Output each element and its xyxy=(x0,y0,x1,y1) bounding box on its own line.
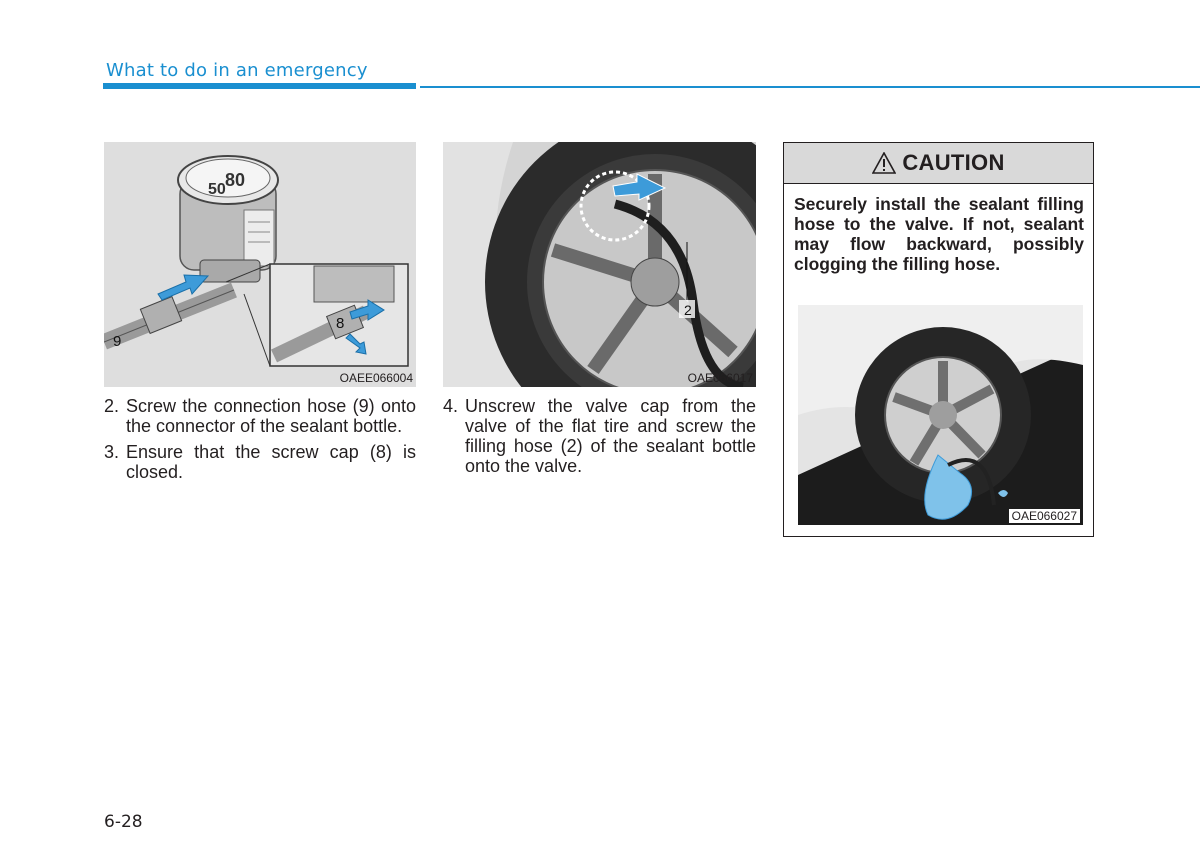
header-title: What to do in an emergency xyxy=(106,60,368,81)
figure-code: OAEE066004 xyxy=(339,371,413,385)
step-4 xyxy=(443,396,756,476)
warning-triangle-icon xyxy=(872,152,896,174)
step-number: 3. xyxy=(104,442,120,462)
page-number: 6-28 xyxy=(104,812,143,832)
step-number: 2. xyxy=(104,396,120,416)
figure-tire-valve xyxy=(443,142,756,387)
step-number: 4. xyxy=(443,396,459,416)
step-text: Screw the connection hose (9) onto the connector of the sealant bottle. xyxy=(126,396,416,436)
caution-box xyxy=(783,142,1094,537)
caution-title: CAUTION xyxy=(902,150,1005,175)
step-2 xyxy=(104,396,416,436)
dial-value-80: 80 xyxy=(225,170,246,190)
caution-header xyxy=(784,143,1093,184)
steps-column-2 xyxy=(443,396,756,482)
step-text: Unscrew the valve cap from the valve of the flat tire and screw the filling hose (2) of the sealant bottle onto the valve. xyxy=(465,396,756,476)
dial-value-50: 50 xyxy=(208,181,226,198)
callout-9: 9 xyxy=(113,333,122,350)
figure-code: OAE066017 xyxy=(687,371,753,385)
caution-text: Securely install the sealant filling hose to the valve. If not, sealant may flow backward, possibly clogging the filling hose. xyxy=(794,194,1084,274)
figure-code: OAE066027 xyxy=(1009,509,1080,523)
step-text: Ensure that the screw cap (8) is closed. xyxy=(126,442,416,482)
callout-2: 2 xyxy=(684,302,692,318)
figure-sealant-bottle xyxy=(104,142,416,387)
step-3 xyxy=(104,442,416,482)
header-rule-thin xyxy=(420,86,1200,88)
figure-backflow xyxy=(798,305,1083,525)
header-rule-thick xyxy=(103,83,416,89)
steps-column-1 xyxy=(104,396,416,488)
callout-8: 8 xyxy=(336,315,345,332)
